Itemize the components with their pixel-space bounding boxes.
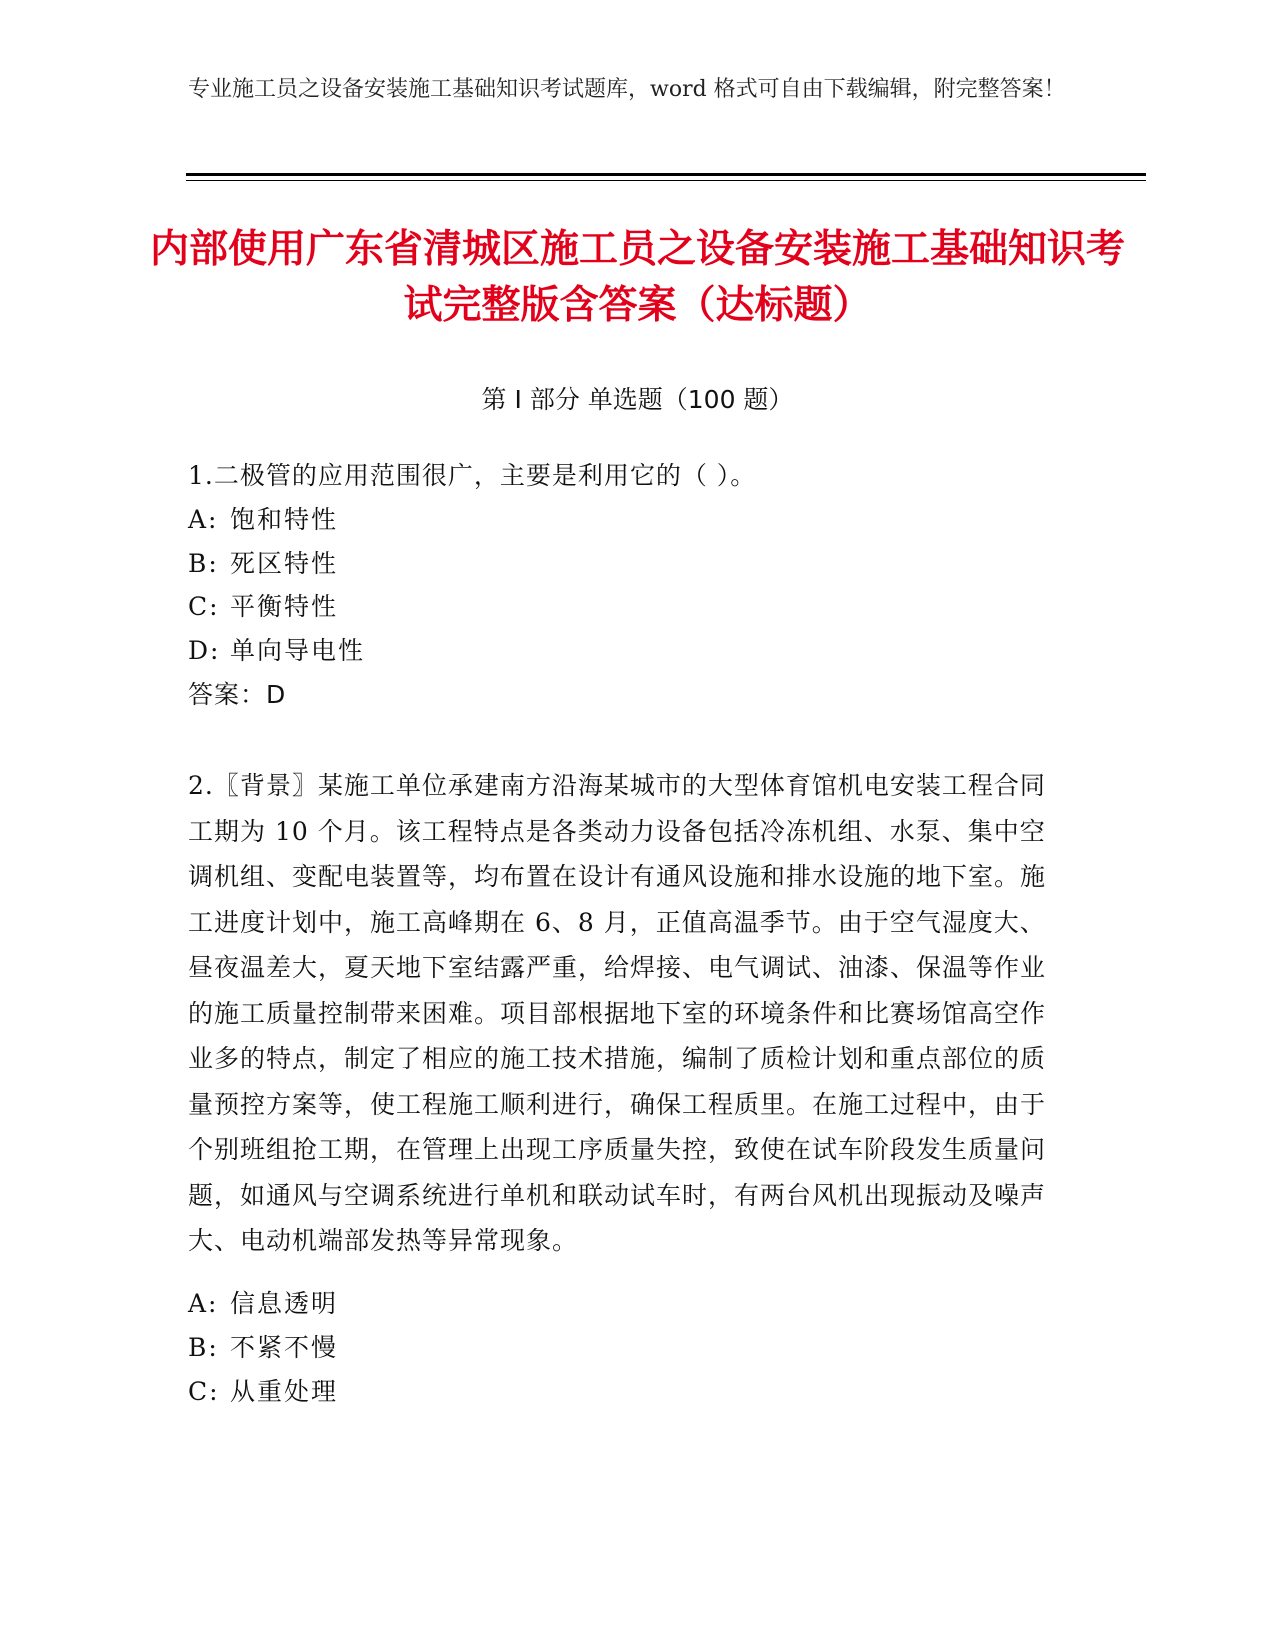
question-1-answer: 答案：D (188, 680, 287, 709)
option-text: 信息透明 (230, 1289, 339, 1318)
option-text: 饱和特性 (230, 505, 339, 534)
option-key: C: (188, 1377, 220, 1406)
option-text: 单向导电性 (230, 636, 366, 665)
option-key: A: (188, 505, 219, 534)
question-1-option-d (188, 634, 1068, 668)
header-note: 专业施工员之设备安装施工基础知识考试题库，word 格式可自由下载编辑，附完整答案！ (188, 77, 1066, 102)
option-text: 从重处理 (230, 1377, 339, 1406)
question-2-option-a (188, 1287, 1068, 1321)
option-text: 死区特性 (230, 549, 339, 578)
question-1-option-b (188, 547, 1068, 581)
document-title: 内部使用广东省清城区施工员之设备安装施工基础知识考试完整版含答案（达标题） (150, 227, 1126, 328)
question-2-stem: 2.〖背景〗某施工单位承建南方沿海某城市的大型体育馆机电安装工程合同工期为 10 个月。该工程特点是各类动力设备包括冷冻机组、水泵、集中空调机组、变配电装置等，均布置在设计有通风设施和排水设施的地下室。施工进度计划中，施工高峰期在 6、8 月，正值高温季节。由于空气湿度大、昼夜温差大，夏天地下室结露严重，给焊接、电气调试、油漆、保温等作业的施工质量控制带来困难。项目部根据地下室的环境条件和比赛场馆高空作业多的特点，制定了相应的施工技术措施，编制了质检计划和重点部位的质量预控方案等，使工程施工顺利进行，确保工程质里。在施工过程中，由于个别班组抢工期，在管理上出现工序质量失控，致使在试车阶段发生质量问题，如通风与空调系统进行单机和联动试车时，有两台风机出现振动及噪声大、电动机端部发热等异常现象。 (188, 771, 1047, 1255)
question-1-stem: 1.二极管的应用范围很广，主要是利用它的（ ）。 (188, 461, 757, 490)
header-rule-thin (186, 180, 1146, 181)
option-key: C: (188, 592, 220, 621)
question-2-option-b (188, 1331, 1068, 1365)
question-1-option-c (188, 590, 1068, 624)
section-heading: 第 I 部分 单选题（100 题） (481, 385, 794, 414)
option-key: D: (188, 636, 221, 665)
option-key: B: (188, 549, 219, 578)
option-key: A: (188, 1289, 219, 1318)
question-2-option-c (188, 1375, 1068, 1409)
question-1-option-a (188, 503, 1068, 537)
option-key: B: (188, 1333, 219, 1362)
option-text: 不紧不慢 (230, 1333, 339, 1362)
header-rule-thick (186, 173, 1146, 176)
option-text: 平衡特性 (230, 592, 339, 621)
